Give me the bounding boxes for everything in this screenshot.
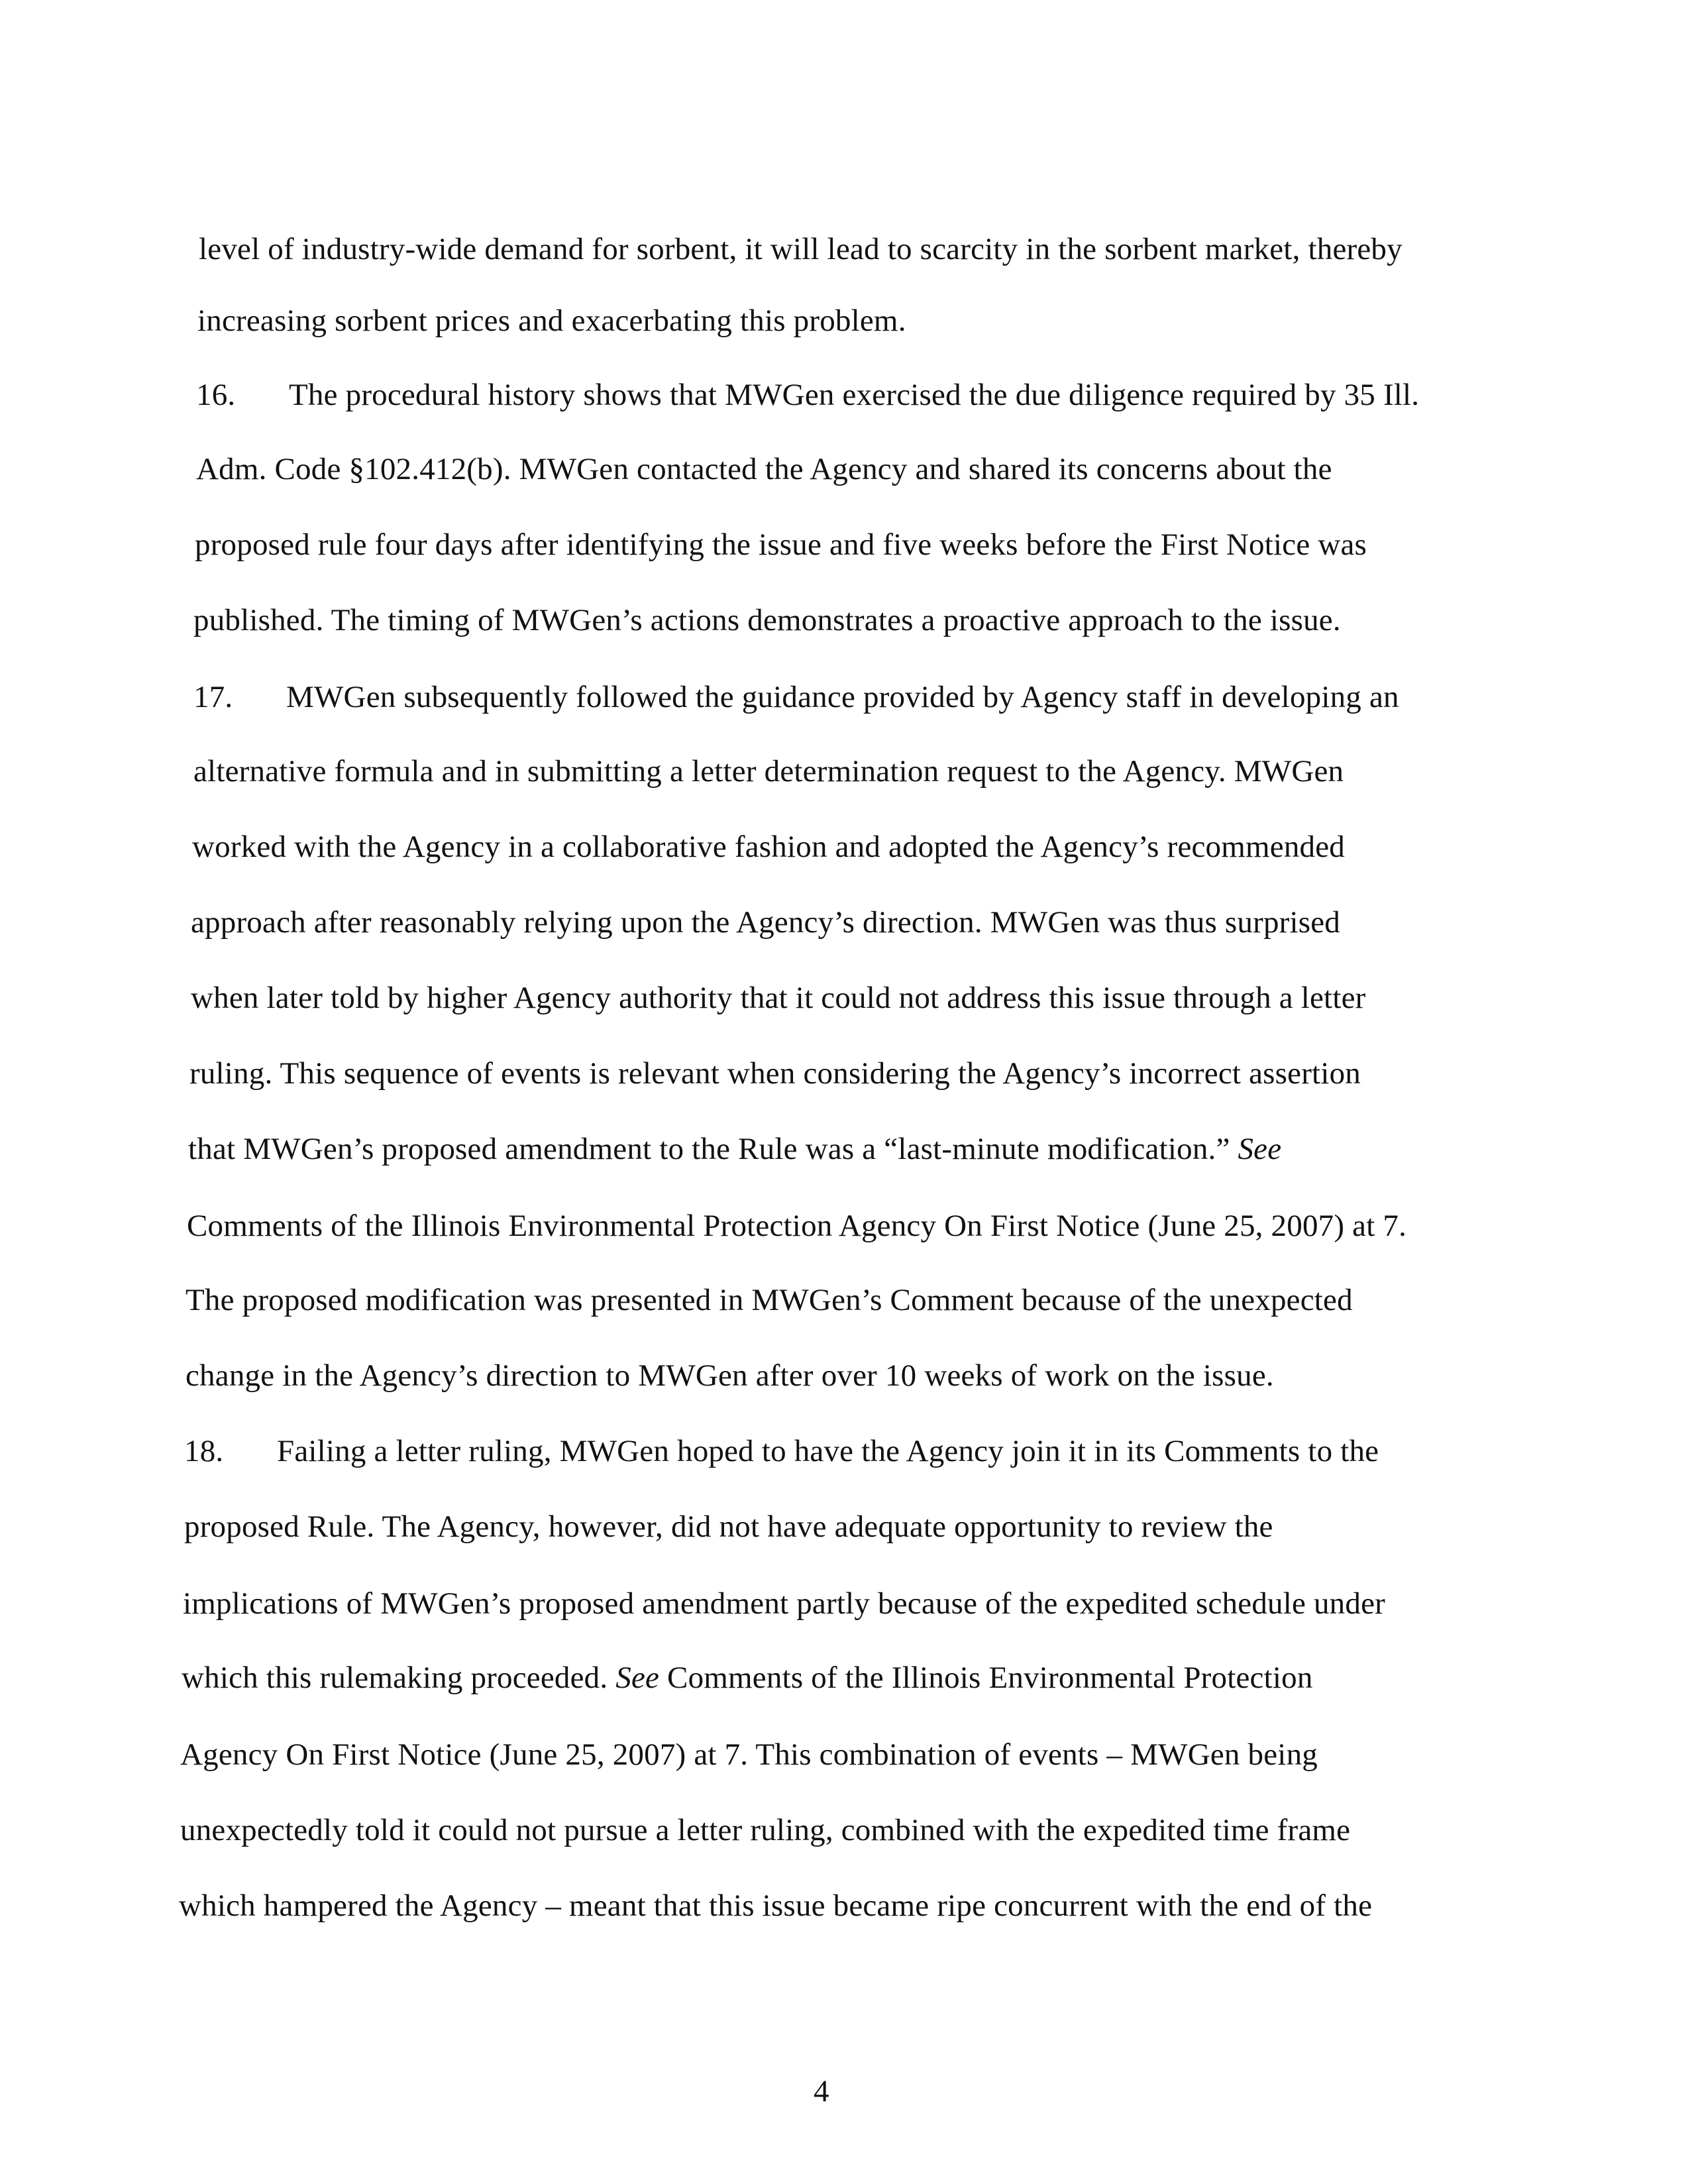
text-line: unexpectedly told it could not pursue a letter ruling, combined with the expedited time frame [180,1813,1351,1847]
text-line: Comments of the Illinois Environmental Protection Agency On First Notice (June 25, 2007) at 7. [187,1209,1407,1243]
text-line: worked with the Agency in a collaborative fashion and adopted the Agency’s recommended [192,830,1345,864]
text-line: when later told by higher Agency authority that it could not address this issue through a letter [191,981,1366,1015]
paragraph-17-first-line: 17. MWGen subsequently followed the guidance provided by Agency staff in developing an [193,680,1399,714]
text-line: The proposed modification was presented in MWGen’s Comment because of the unexpected [186,1283,1353,1317]
text-line: alternative formula and in submitting a letter determination request to the Agency. MWGen [193,754,1344,789]
text-line: increasing sorbent prices and exacerbating this problem. [197,303,906,338]
page-number: 4 [814,2074,829,2108]
paragraph-number: 17. [193,680,233,714]
text-line: proposed Rule. The Agency, however, did not have adequate opportunity to review the [184,1509,1273,1544]
text-line: published. The timing of MWGen’s actions demonstrates a proactive approach to the issue. [193,603,1341,637]
text-line: which hampered the Agency – meant that this issue became ripe concurrent with the end of the [179,1888,1373,1923]
paragraph-number: 18. [184,1434,224,1468]
paragraph-18-first-line: 18. Failing a letter ruling, MWGen hoped to have the Agency join it in its Comments to the [184,1434,1379,1468]
text-line: that MWGen’s proposed amendment to the Rule was a “last-minute modification.” See [188,1132,1282,1166]
text-line: Agency On First Notice (June 25, 2007) at 7. This combination of events – MWGen being [180,1737,1318,1772]
text-line: level of industry-wide demand for sorbent, it will lead to scarcity in the sorbent market, thereby [199,232,1403,266]
text-line: implications of MWGen’s proposed amendment partly because of the expedited schedule under [183,1586,1385,1621]
text-line: change in the Agency’s direction to MWGen after over 10 weeks of work on the issue. [186,1358,1274,1393]
text-line: which this rulemaking proceeded. See Comments of the Illinois Environmental Protection [182,1661,1313,1695]
text-line: approach after reasonably relying upon the Agency’s direction. MWGen was thus surprised [191,905,1341,940]
text-line: Adm. Code §102.412(b). MWGen contacted the Agency and shared its concerns about the [196,452,1332,486]
text-line: proposed rule four days after identifying the issue and five weeks before the First Notice was [195,527,1367,562]
paragraph-number: 16. [196,378,236,412]
paragraph-16-first-line: 16. The procedural history shows that MWGen exercised the due diligence required by 35 Ill. [196,378,1420,412]
text-line: ruling. This sequence of events is relevant when considering the Agency’s incorrect assertion [189,1056,1361,1091]
